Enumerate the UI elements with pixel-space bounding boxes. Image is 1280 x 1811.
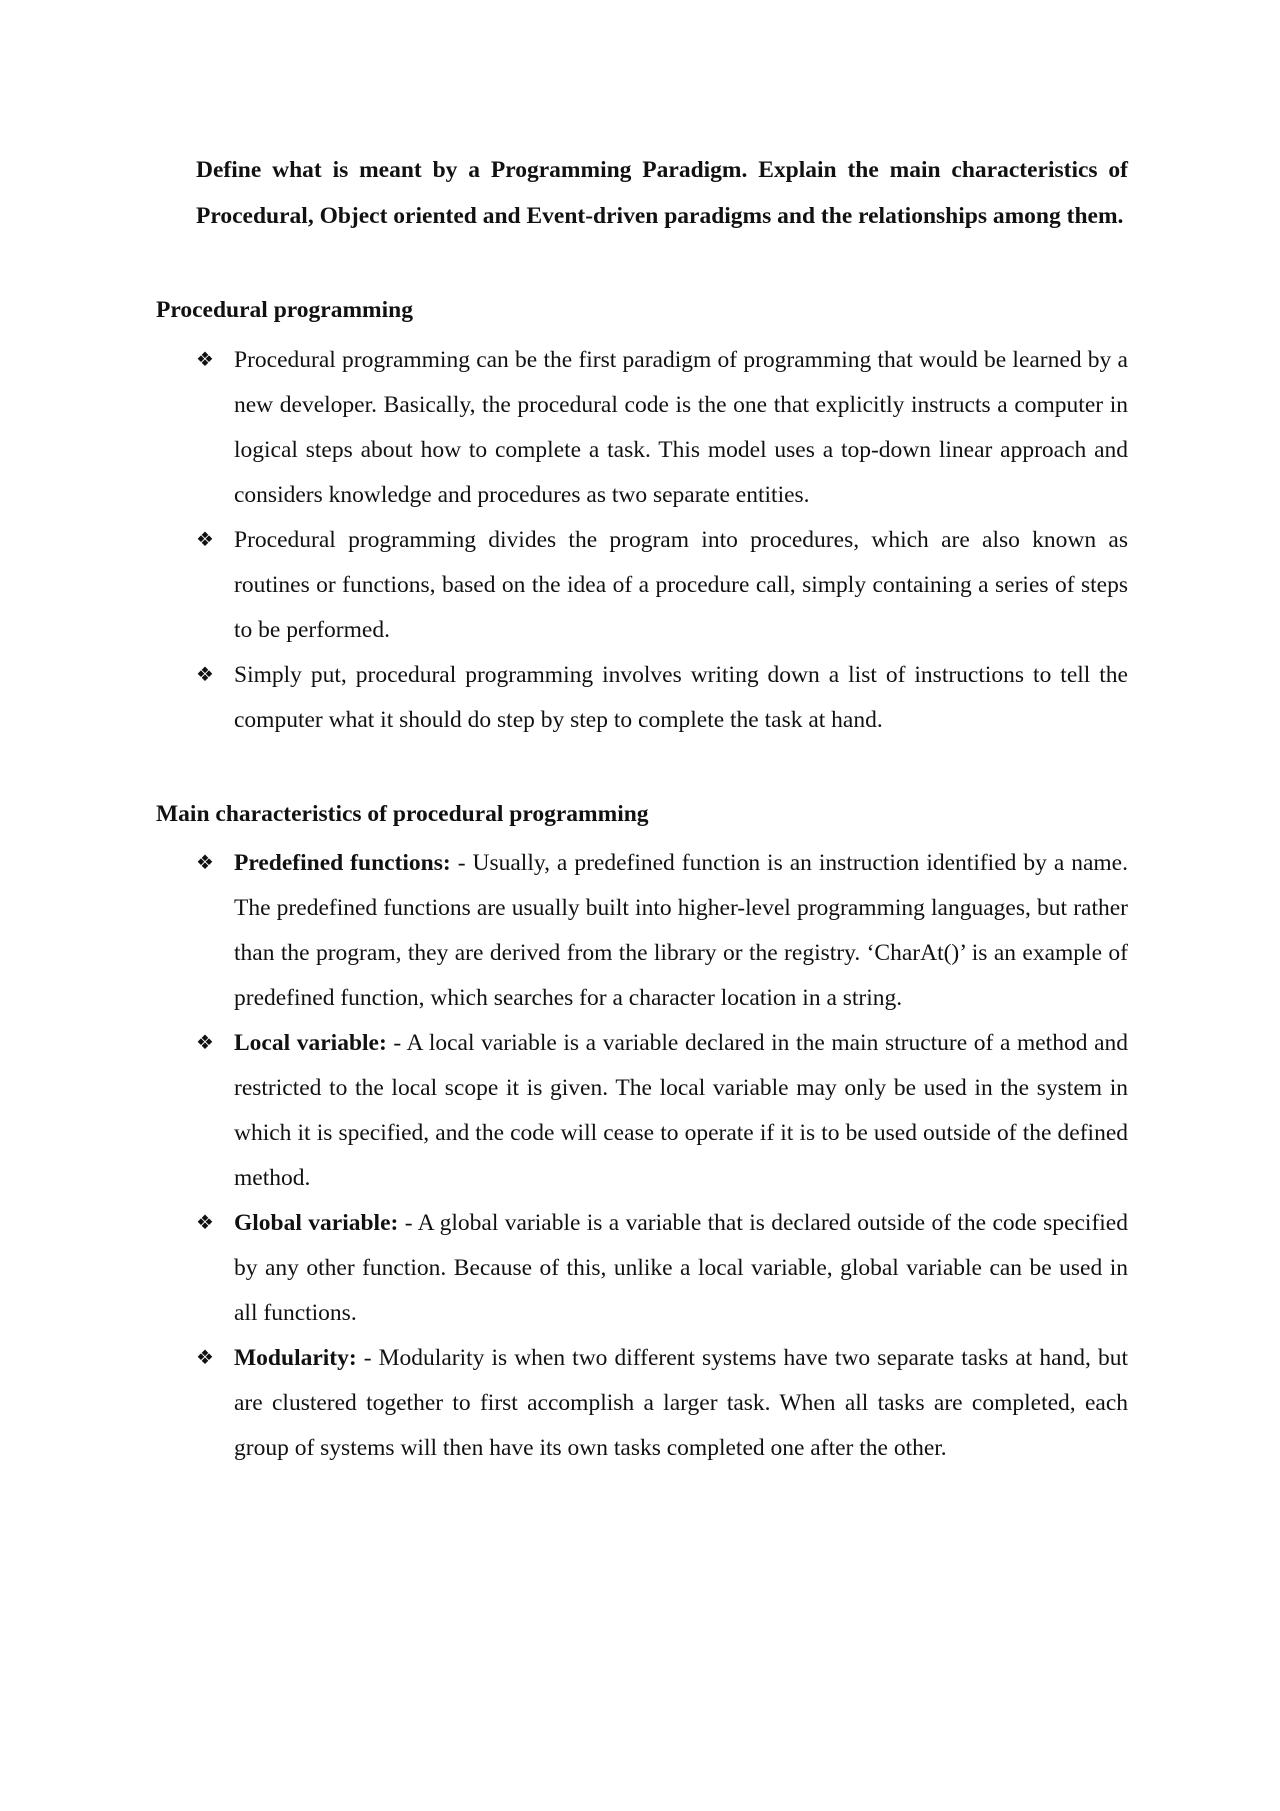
section-heading-characteristics: Main characteristics of procedural programming xyxy=(156,801,649,827)
list-item: ❖ Global variable: - A global variable is a variable that is declared outside of the code specified by any other function. Because of this, unlike a local variable, global variable can be used in all functions. xyxy=(196,1201,1128,1336)
diamond-bullet-icon: ❖ xyxy=(196,1347,214,1369)
term: Modularity: xyxy=(234,1345,357,1371)
list-item: ❖ Modularity: - Modularity is when two different systems have two separate tasks at hand, but are clustered together to first accomplish a larger task. When all tasks are completed, each group of systems will then have its own tasks completed one after the other. xyxy=(196,1336,1128,1471)
question-text: Define what is meant by a Programming Paradigm. Explain the main characteristics of Procedural, Object oriented and Event-driven paradigms and the relationships among them. xyxy=(196,157,1128,229)
list-item: ❖ Procedural programming can be the first paradigm of programming that would be learned by a new developer. Basically, the procedural code is the one that explicitly instructs a computer in logical steps about how to complete a task. This model uses a top-down linear approach and considers knowledge and procedures as two separate entities. xyxy=(196,338,1128,518)
diamond-bullet-icon: ❖ xyxy=(196,1032,214,1054)
list-item: ❖ Predefined functions: - Usually, a predefined function is an instruction identified by a name. The predefined functions are usually built into higher-level programming languages, but rather than the program, they are derived from the library or the registry. ‘CharAt()’ is an example of predefined function, which searches for a character location in a string. xyxy=(196,841,1128,1021)
characteristics-list xyxy=(196,841,1128,1471)
section-heading-procedural: Procedural programming xyxy=(156,297,413,323)
list-item: ❖ Procedural programming divides the program into procedures, which are also known as routines or functions, based on the idea of a procedure call, simply containing a series of steps to be performed. xyxy=(196,518,1128,653)
diamond-bullet-icon: ❖ xyxy=(196,1212,214,1234)
diamond-bullet-icon: ❖ xyxy=(196,349,214,371)
list-item: ❖ Simply put, procedural programming involves writing down a list of instructions to tell the computer what it should do step by step to complete the task at hand. xyxy=(196,653,1128,743)
diamond-bullet-icon: ❖ xyxy=(196,852,214,874)
diamond-bullet-icon: ❖ xyxy=(196,529,214,551)
term: Predefined functions: xyxy=(234,850,451,876)
procedural-list xyxy=(196,338,1128,743)
diamond-bullet-icon: ❖ xyxy=(196,664,214,686)
term: Local variable: xyxy=(234,1030,387,1056)
term: Global variable: xyxy=(234,1210,399,1236)
list-item: ❖ Local variable: - A local variable is a variable declared in the main structure of a method and restricted to the local scope it is given. The local variable may only be used in the system in which it is specified, and the code will cease to operate if it is to be used outside of the defined method. xyxy=(196,1021,1128,1201)
